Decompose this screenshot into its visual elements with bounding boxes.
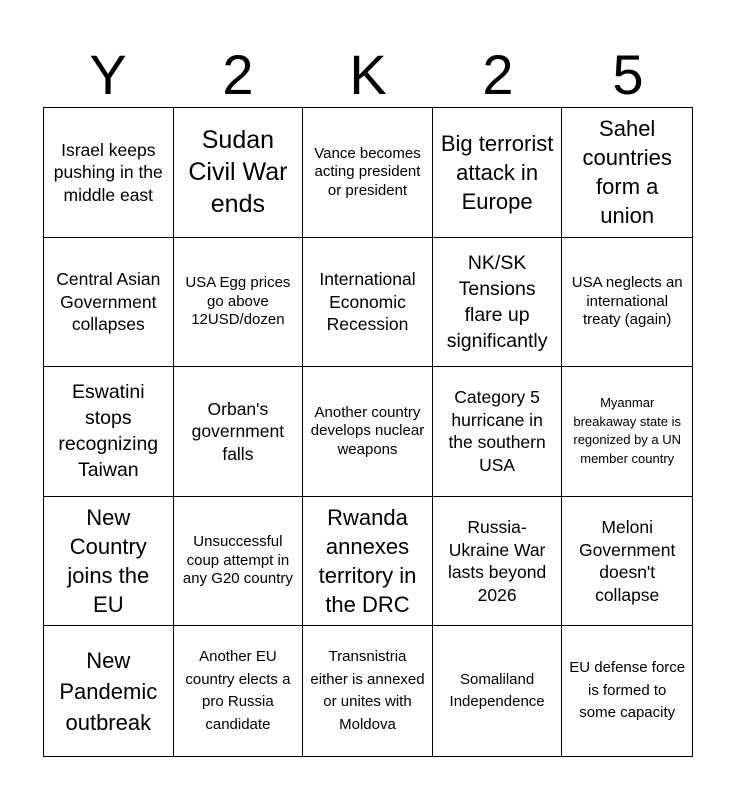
bingo-cell[interactable] [303,497,433,627]
bingo-cell[interactable] [303,367,433,497]
cell-text: Another EU country elects a pro Russia candidate [185,648,291,733]
header-letter-2: 2 [222,43,254,106]
cell-text: New Country joins the EU [67,505,150,618]
bingo-cell[interactable] [562,108,692,238]
header-letter-3: K [349,43,387,106]
bingo-cell[interactable] [174,497,304,627]
bingo-cell[interactable] [562,497,692,627]
bingo-cell[interactable] [44,367,174,497]
header-letter-5: 5 [612,43,644,106]
cell-text: Myanmar breakaway state is regonized by a UN member country [573,395,682,466]
bingo-cell[interactable] [44,626,174,756]
bingo-cell[interactable] [174,367,304,497]
cell-text: Transnistria either is annexed or unites with Moldova [310,648,425,733]
cell-text: New Pandemic outbreak [59,647,158,735]
bingo-cell[interactable] [433,497,563,627]
bingo-cell[interactable] [562,367,692,497]
header-letter-4: 2 [482,43,514,106]
bingo-cell[interactable] [433,626,563,756]
cell-text: USA Egg prices go above 12USD/dozen [185,274,291,329]
bingo-cell[interactable] [303,108,433,238]
cell-text: Sahel countries form a union [582,116,672,229]
cell-text: Vance becomes acting president or president [314,144,421,199]
cell-text: Sudan Civil War ends [188,126,288,219]
cell-text: Eswatini stops recognizing Taiwan [58,381,159,482]
cell-text: Orban's government falls [191,398,285,464]
bingo-cell[interactable] [174,238,304,368]
cell-text: Category 5 hurricane in the southern USA [448,387,546,475]
header-letter-1: Y [89,43,127,106]
bingo-cell[interactable] [433,367,563,497]
bingo-cell[interactable] [562,238,692,368]
cell-text: Somaliland Independence [449,670,545,711]
cell-text: International Economic Recession [319,269,416,335]
cell-text: NK/SK Tensions flare up significantly [446,251,548,352]
bingo-cell[interactable] [433,108,563,238]
bingo-cell[interactable] [44,238,174,368]
bingo-cell[interactable] [44,497,174,627]
cell-text: EU defense force is formed to some capacity [569,659,686,722]
cell-text: USA neglects an international treaty (again) [571,274,683,329]
cell-text: Unsuccessful coup attempt in any G20 country [182,533,293,588]
bingo-board [43,107,693,757]
cell-text: Another country develops nuclear weapons [310,403,425,458]
cell-text: Israel keeps pushing in the middle east [53,139,163,205]
bingo-cell[interactable] [433,238,563,368]
bingo-cell[interactable] [174,108,304,238]
bingo-header [43,44,693,106]
bingo-cell[interactable] [303,238,433,368]
bingo-cell[interactable] [44,108,174,238]
cell-text: Russia-Ukraine War lasts beyond 2026 [447,517,547,605]
bingo-cell[interactable] [562,626,692,756]
cell-text: Big terrorist attack in Europe [440,130,554,214]
cell-text: Central Asian Government collapses [56,269,161,335]
cell-text: Meloni Government doesn't collapse [579,517,676,605]
cell-text: Rwanda annexes territory in the DRC [318,505,417,618]
bingo-cell[interactable] [303,626,433,756]
bingo-cell[interactable] [174,626,304,756]
